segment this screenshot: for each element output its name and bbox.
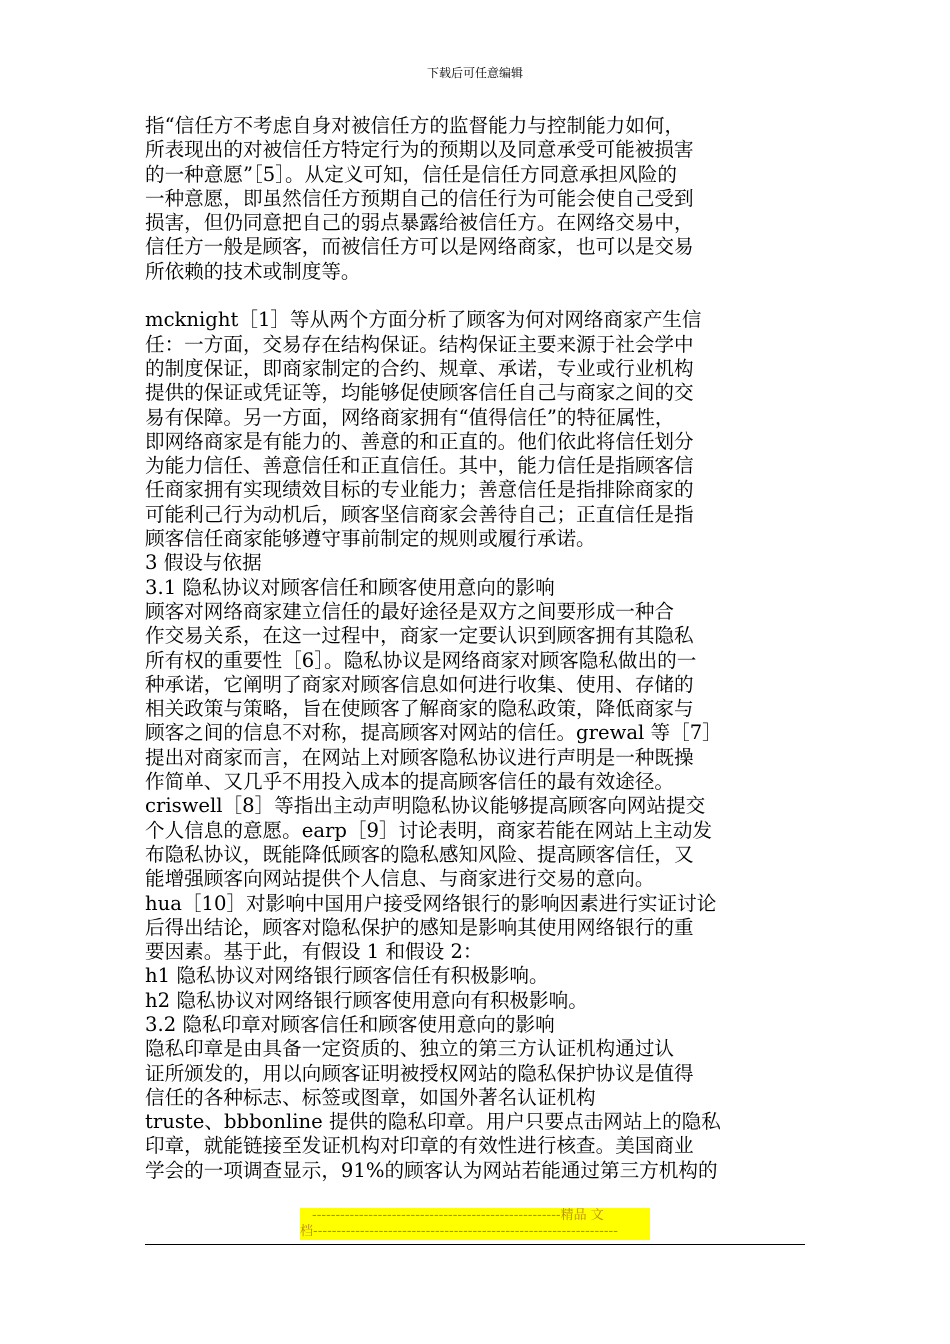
text-line: 提出对商家而言，在网站上对顾客隐私协议进行声明是一种既操 [145,745,694,769]
text-line: 个人信息的意愿。earp［9］讨论表明，商家若能在网站上主动发 [145,818,713,842]
text-line: 所有权的重要性［6］。隐私协议是网络商家对顾客隐私做出的一 [145,648,697,672]
section-heading: 3 假设与依据 [145,551,262,575]
hypothesis-line: h2 隐私协议对网络银行顾客使用意向有积极影响。 [145,988,588,1012]
subsection-heading: 3.2 隐私印章对顾客信任和顾客使用意向的影响 [145,1012,555,1036]
text-line: 顾客信任商家能够遵守事前制定的规则或履行承诺。 [145,527,596,551]
page-header: 下载后可任意编辑 [426,66,523,80]
text-line: 后得出结论，顾客对隐私保护的感知是影响其使用网络银行的重 [145,915,694,939]
text-line: 能增强顾客向网站提供个人信息、与商家进行交易的意向。 [145,867,655,891]
subsection-heading: 3.1 隐私协议对顾客信任和顾客使用意向的影响 [145,575,555,599]
text-line: 任：一方面，交易存在结构保证。结构保证主要来源于社会学中 [145,332,694,356]
paragraph [145,308,785,1183]
text-line: truste、bbbonline 提供的隐私印章。用户只要点击网站上的隐私 [145,1110,721,1134]
text-line: 易有保障。另一方面，网络商家拥有“值得信任”的特征属性， [145,405,675,429]
hypothesis-line: h1 隐私协议对网络银行顾客信任有积极影响。 [145,964,549,988]
text-line: 所依赖的技术或制度等。 [145,259,361,283]
paragraph-gap [145,284,785,308]
text-line: 可能利己行为动机后，顾客坚信商家会善待自己；正直信任是指 [145,502,694,526]
paragraph [145,114,785,284]
text-line: 隐私印章是由具备一定资质的、独立的第三方认证机构通过认 [145,1037,675,1061]
text-line: 指“信任方不考虑自身对被信任方的监督能力与控制能力如何， [145,114,685,137]
text-line: 信任的各种标志、标签或图章，如国外著名认证机构 [145,1085,596,1109]
text-line: 为能力信任、善意信任和正直信任。其中，能力信任是指顾客信 [145,454,694,478]
footer-banner-line: -----------------------------------------------------精品 文 [312,1208,604,1223]
text-line: 顾客对网络商家建立信任的最好途径是双方之间要形成一种合 [145,599,675,623]
text-line: 一种意愿，即虽然信任方预期自己的信任行为可能会使自己受到 [145,186,694,210]
footer-banner [300,1208,650,1240]
footer-rule [145,1244,805,1245]
text-line: 即网络商家是有能力的、善意的和正直的。他们依此将信任划分 [145,429,694,453]
text-line: criswell［8］等指出主动声明隐私协议能够提高顾客向网站提交 [145,794,706,818]
text-line: hua［10］对影响中国用户接受网络银行的影响因素进行实证讨论 [145,891,717,915]
text-line: 损害，但仍同意把自己的弱点暴露给被信任方。在网络交易中， [145,211,694,235]
text-line: 证所颁发的，用以向顾客证明被授权网站的隐私保护协议是值得 [145,1061,694,1085]
text-line: 信任方一般是顾客，而被信任方可以是网络商家，也可以是交易 [145,235,694,259]
text-line: 作交易关系，在这一过程中，商家一定要认识到顾客拥有其隐私 [145,624,694,648]
text-line: 种承诺，它阐明了商家对顾客信息如何进行收集、使用、存储的 [145,672,694,696]
text-line: 的一种意愿”［5］。从定义可知，信任是信任方同意承担风险的 [145,162,677,186]
body-text [145,114,785,1183]
text-line: 提供的保证或凭证等，均能够促使顾客信任自己与商家之间的交 [145,381,694,405]
text-line: 作简单、又几乎不用投入成本的提高顾客信任的最有效途径。 [145,770,675,794]
text-line: 布隐私协议，既能降低顾客的隐私感知风险、提高顾客信任，又 [145,842,694,866]
text-line: 印章，就能链接至发证机构对印章的有效性进行核查。美国商业 [145,1134,694,1158]
text-line: 顾客之间的信息不对称，提高顾客对网站的信任。grewal 等［7］ [145,721,722,745]
text-line: mcknight［1］等从两个方面分析了顾客为何对网络商家产生信 [145,308,702,332]
text-line: 任商家拥有实现绩效目标的专业能力；善意信任是指排除商家的 [145,478,694,502]
text-line: 相关政策与策略，旨在使顾客了解商家的隐私政策，降低商家与 [145,697,694,721]
text-line: 要因素。基于此，有假设 1 和假设 2： [145,940,483,964]
footer-banner-line: 档----------------------------------------------------------------- [300,1224,618,1239]
text-line: 的制度保证，即商家制定的合约、规章、承诺，专业或行业机构 [145,356,694,380]
text-line: 学会的一项调查显示，91%的顾客认为网站若能通过第三方机构的 [145,1158,718,1182]
text-line: 所表现出的对被信任方特定行为的预期以及同意承受可能被损害 [145,138,694,162]
